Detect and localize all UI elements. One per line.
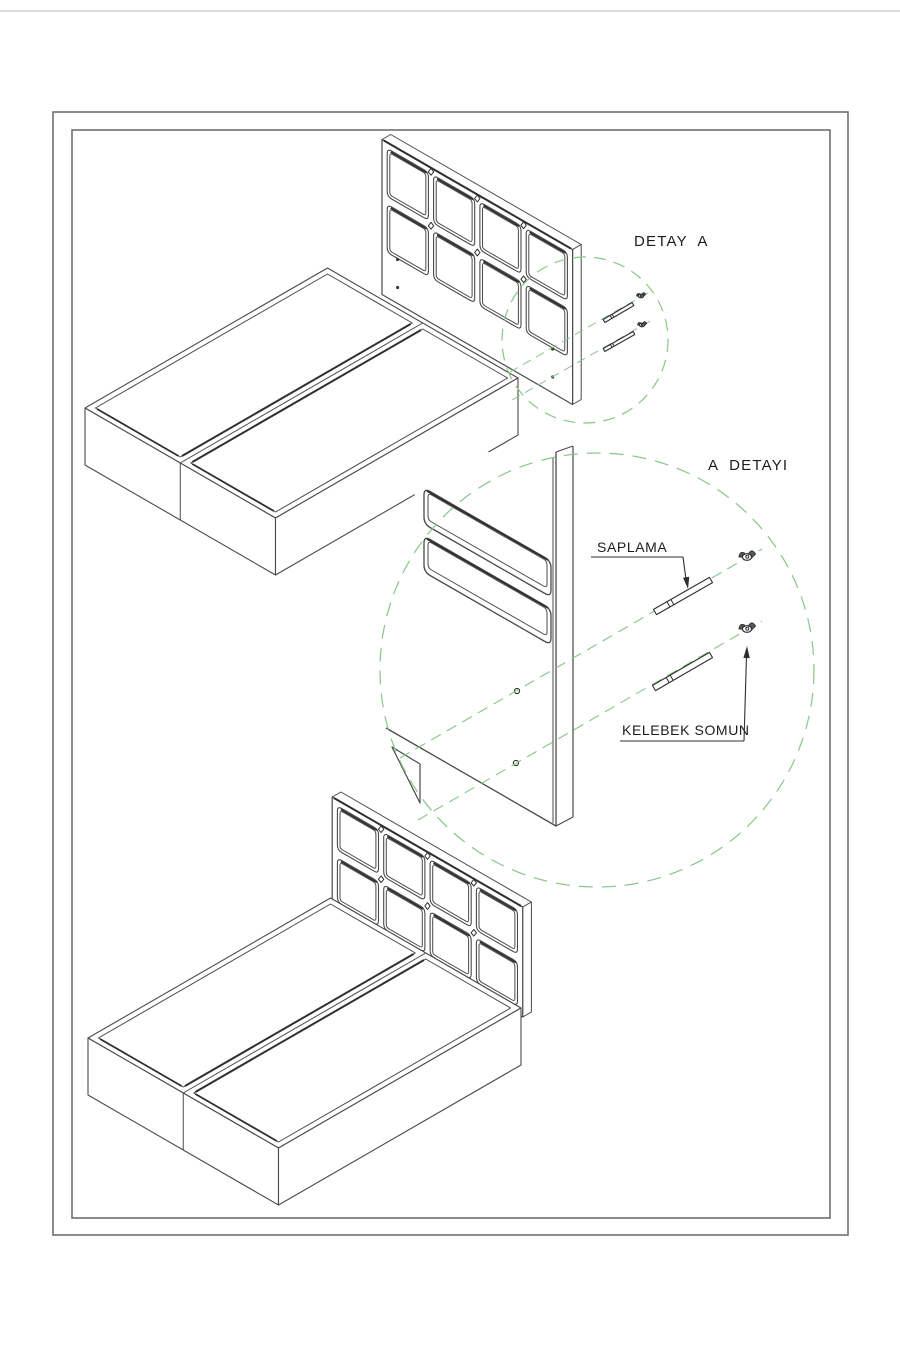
stud-label: SAPLAMA [597, 539, 668, 555]
detail-a-marker-label: DETAY A [634, 233, 709, 250]
detail-a-view-label: A DETAYI [708, 457, 789, 474]
wing-nut-label: KELEBEK SOMUN [622, 722, 750, 738]
